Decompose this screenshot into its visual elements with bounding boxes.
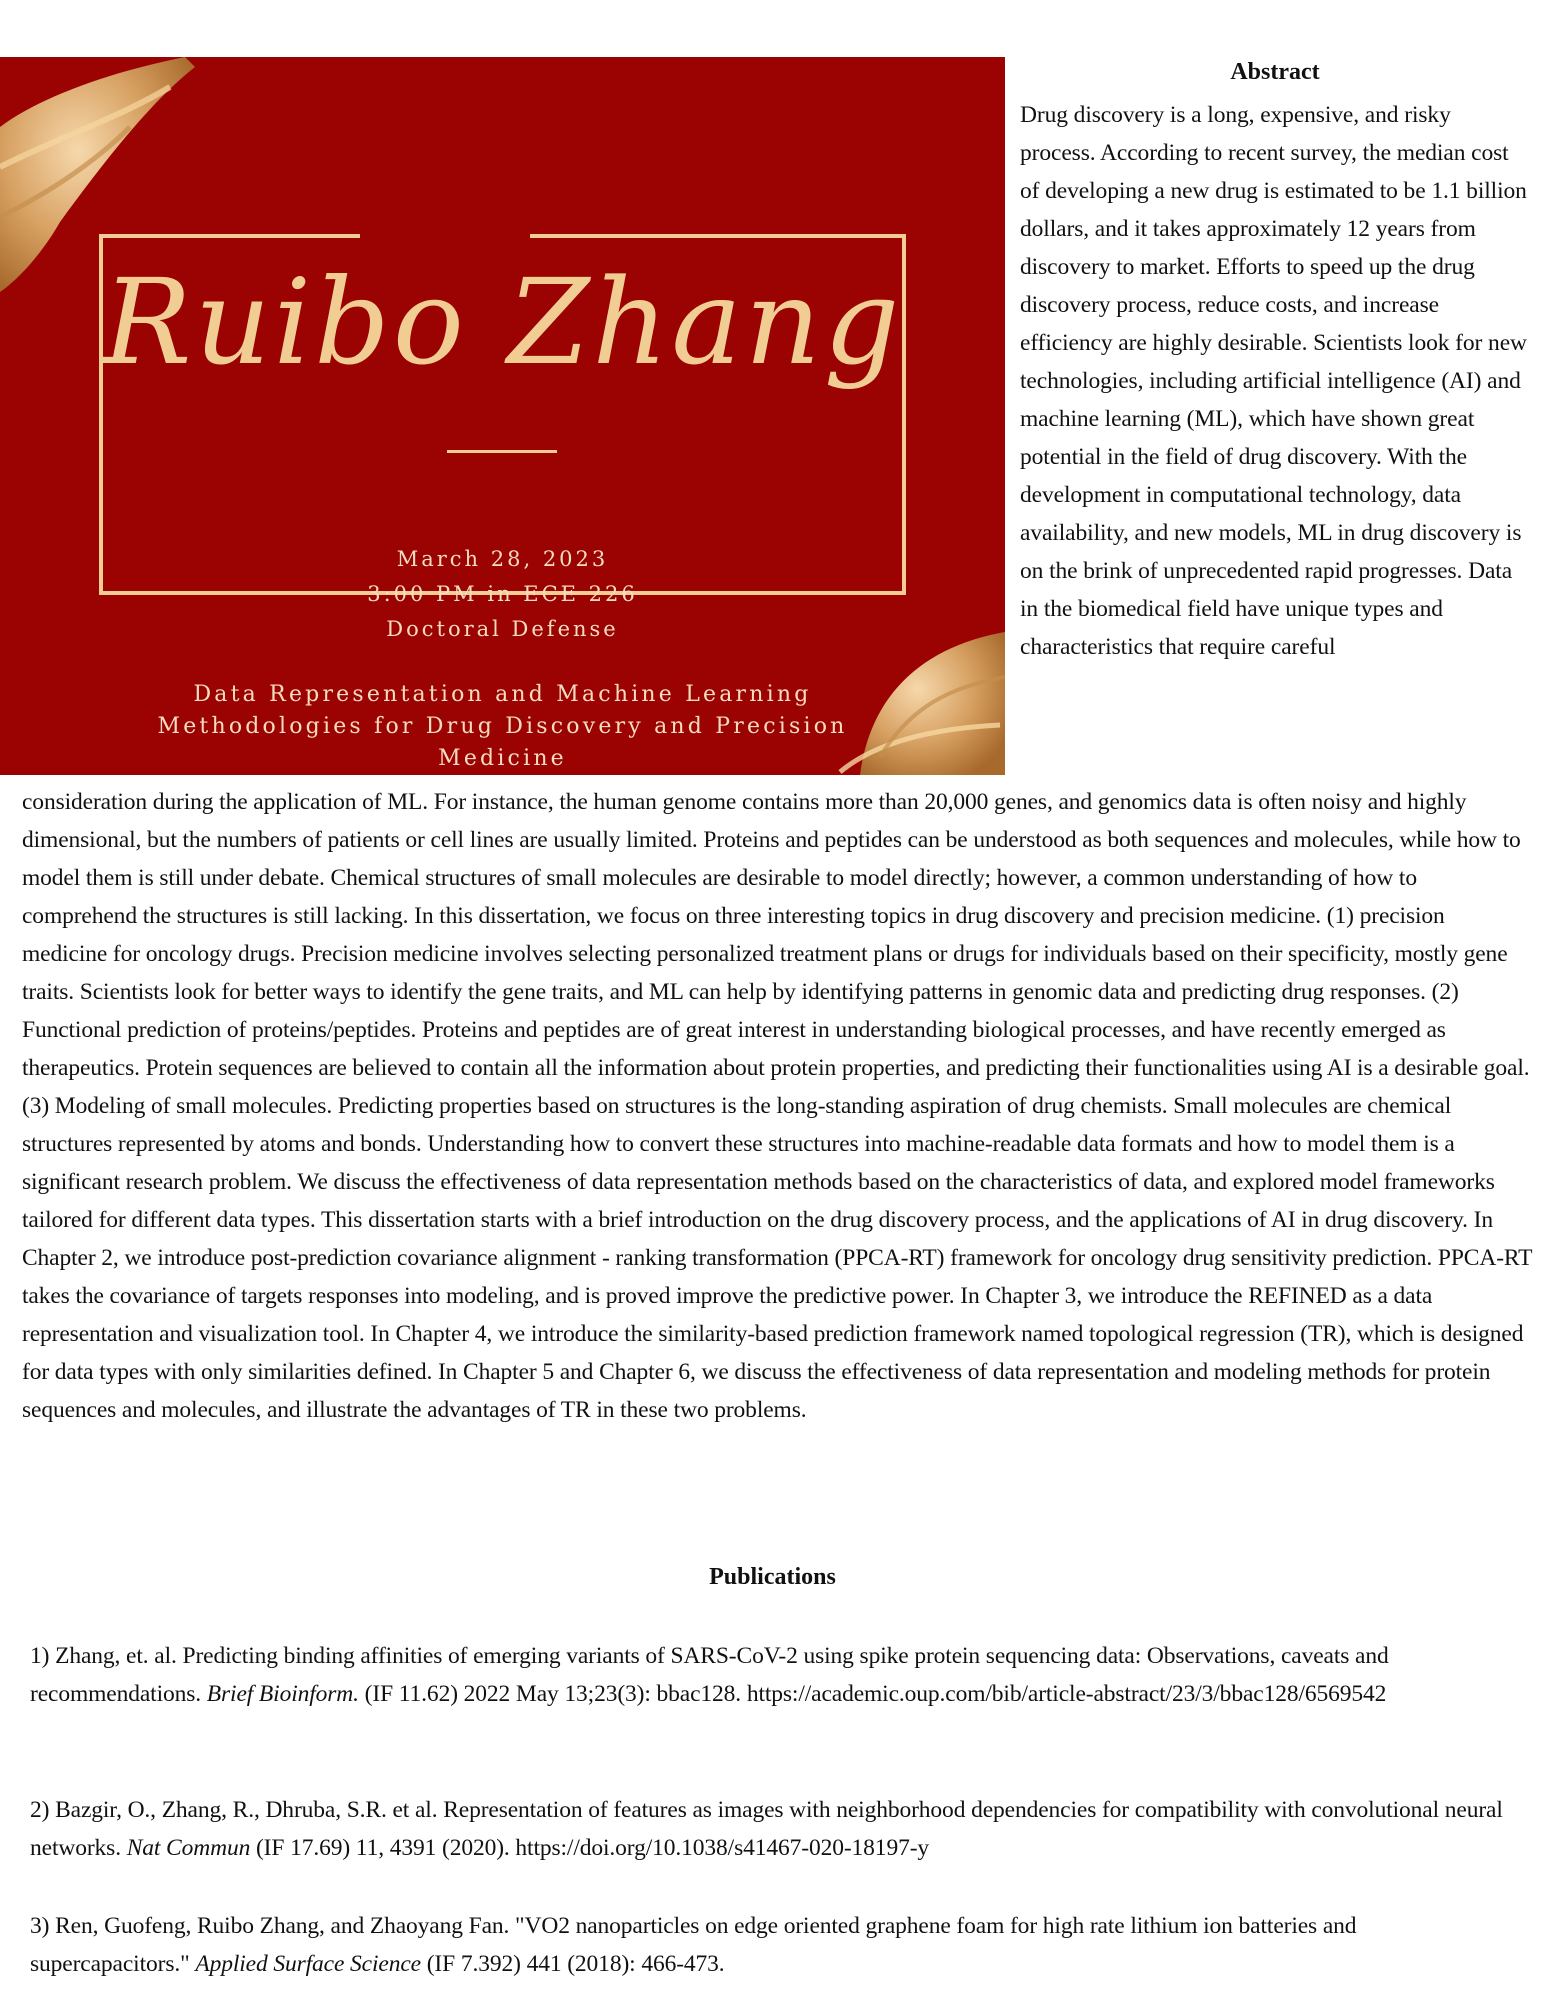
- event-banner: [0, 57, 1005, 775]
- frame-gap: [360, 229, 530, 241]
- event-type: Doctoral Defense: [386, 617, 619, 641]
- event-time-place: 3:00 PM in ECE 226: [367, 582, 638, 606]
- abstract-full-width-text: consideration during the application of ML. For instance, the human genome contains more than 20,000 genes, and genomics data is often noisy and highly dimensional, but the numbers of patients or cell lines are usually limited. Proteins and peptides can be understood as both sequences and molecules, while how to model them is still under debate. Chemical structures of small molecules are desirable to model directly; however, a common understanding of how to comprehend the structures is still lacking. In this dissertation, we focus on three interesting topics in drug discovery and precision medicine. (1) precision medicine for oncology drugs. Precision medicine involves selecting personalized treatment plans or drugs for individuals based on their specificity, mostly gene traits. Scientists look for better ways to identify the gene traits, and ML can help by identifying patterns in genomic data and predicting drug responses. (2) Functional prediction of proteins/peptides. Proteins and peptides are of great interest in understanding biological processes, and have recently emerged as therapeutics. Protein sequences are believed to contain all the information about protein properties, and predicting their functionalities using AI is a desirable goal. (3) Modeling of small molecules. Predicting properties based on structures is the long-standing aspiration of drug chemists. Small molecules are chemical structures represented by atoms and bonds. Understanding how to convert these structures into machine-readable data formats and how to model them is a significant research problem. We discuss the effectiveness of data representation methods based on the characteristics of data, and explored model frameworks tailored for different data types. This dissertation starts with a brief introduction on the drug discovery process, and the applications of AI in drug discovery. In Chapter 2, we introduce post-prediction covariance alignment - ranking transformation (PPCA-RT) framework for oncology drug sensitivity prediction. PPCA-RT takes the covariance of targets responses into modeling, and is proved improve the predictive power. In Chapter 3, we introduce the REFINED as a data representation and visualization tool. In Chapter 4, we introduce the similarity-based prediction framework named topological regression (TR), which is designed for data types with only similarities defined. In Chapter 5 and Chapter 6, we discuss the effectiveness of data representation and modeling methods for protein sequences and molecules, and illustrate the advantages of TR in these two problems.: [22, 789, 1532, 1423]
- publication-item: [30, 1637, 1520, 1713]
- publication-details: (IF 11.62) 2022 May 13;23(3): bbac128. https://academic.oup.com/bib/article-abstract/23/3/bbac128/6569542: [358, 1681, 1387, 1707]
- candidate-name: Ruibo Zhang: [102, 253, 903, 391]
- publication-text: 3) Ren, Guofeng, Ruibo Zhang, and Zhaoyang Fan. "VO2 nanoparticles on edge oriented graphene foam for high rate lithium ion batteries and supercapacitors.": [30, 1913, 1357, 1977]
- publication-details: (IF 7.392) 441 (2018): 466-473.: [420, 1951, 725, 1977]
- abstract-column-text: Drug discovery is a long, expensive, and risky process. According to recent survey, the median cost of developing a new drug is estimated to be 1.1 billion dollars, and it takes approximately 12 years from discovery to market. Efforts to speed up the drug discovery process, reduce costs, and increase efficiency are highly desirable. Scientists look for new technologies, including artificial intelligence (AI) and machine learning (ML), which have shown great potential in the field of drug discovery. With the development in computational technology, data availability, and new models, ML in drug discovery is on the brink of unprecedented rapid progresses. Data in the biomedical field have unique types and characteristics that require careful: [1020, 102, 1527, 660]
- publications-heading: Publications: [709, 1564, 836, 1590]
- journal-name: Nat Commun: [126, 1835, 251, 1861]
- publication-item: [30, 1907, 1520, 1983]
- publication-text: 2) Bazgir, O., Zhang, R., Dhruba, S.R. et al. Representation of features as images with neighborhood dependencies for compatibility with convolutional neural networks.: [30, 1797, 1503, 1861]
- dissertation-title: Data Representation and Machine Learning Methodologies for Drug Discovery and Precision Medicine: [157, 682, 848, 771]
- journal-name: Applied Surface Science: [195, 1951, 421, 1977]
- publication-details: (IF 17.69) 11, 4391 (2020). https://doi.org/10.1038/s41467-020-18197-y: [250, 1835, 930, 1861]
- name-divider: [447, 450, 557, 453]
- abstract-heading: Abstract: [1230, 59, 1320, 85]
- publication-item: [30, 1791, 1520, 1867]
- journal-name: Brief Bioinform.: [206, 1681, 359, 1707]
- event-date: March 28, 2023: [396, 547, 609, 571]
- publication-text: 1) Zhang, et. al. Predicting binding affinities of emerging variants of SARS-CoV-2 using spike protein sequencing data: Observations, caveats and recommendations.: [30, 1643, 1389, 1707]
